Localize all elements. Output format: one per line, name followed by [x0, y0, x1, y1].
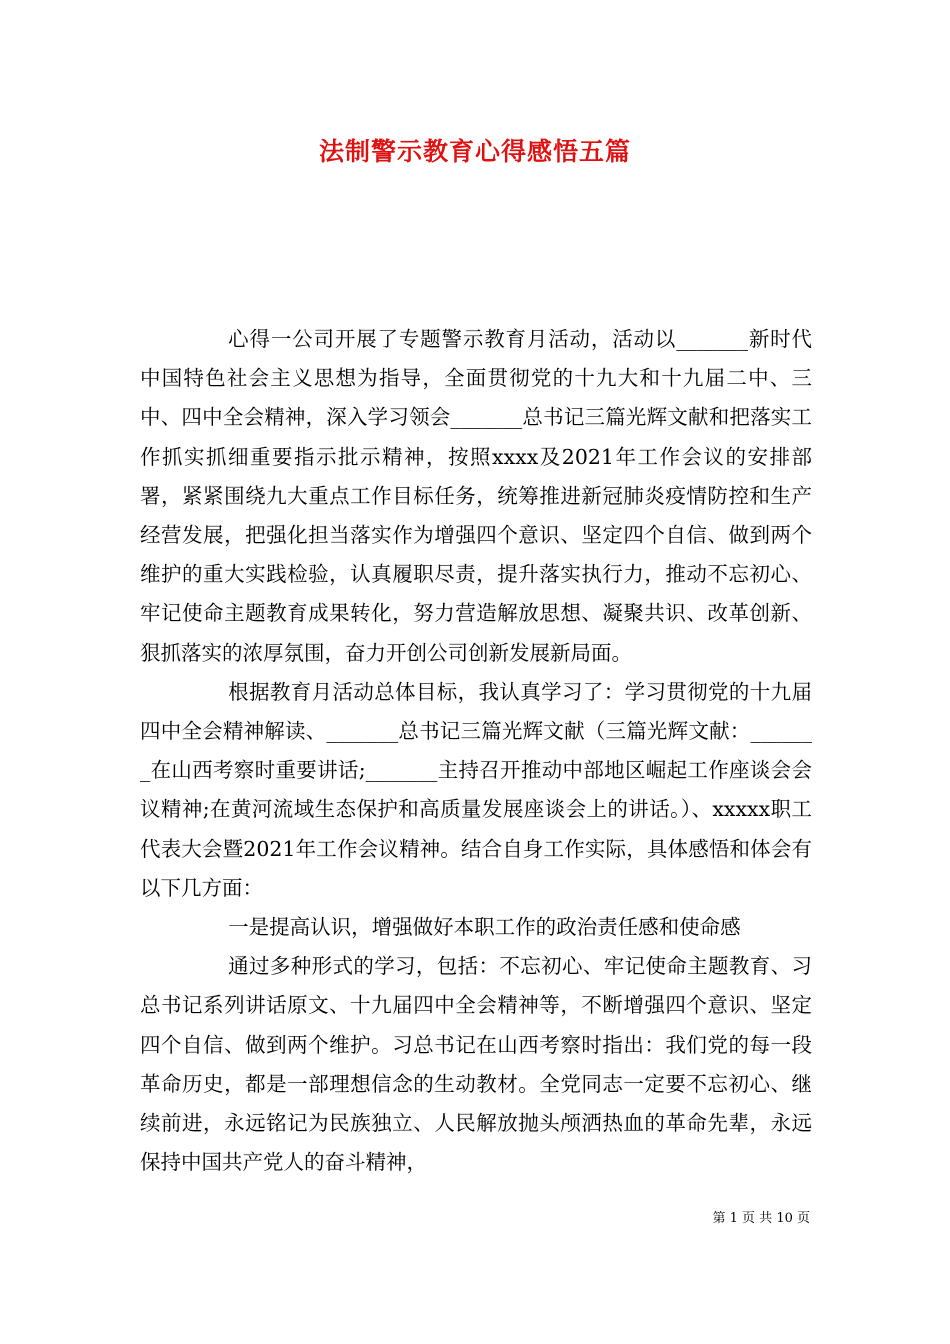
- document-title: 法制警示教育心得感悟五篇: [318, 137, 631, 166]
- paragraph-4: 通过多种形式的学习，包括：不忘初心、牢记使命主题教育、习总书记系列讲话原文、十九届四中全会精神等，不断增强四个意识、坚定四个自信、做到两个维护。习总书记在山西考察时指出：我们党的每一段革命历史，都是一部理想信念的生动教材。全党同志一定要不忘初心、继续前进，永远铭记为民族独立、人民解放抛头颅洒热血的革命先辈，永远保持中国共产党人的奋斗精神，: [140, 954, 812, 1175]
- paragraph-2: 根据教育月活动总体目标，我认真学习了：学习贯彻党的十九届四中全会精神解读、_______总书记三篇光辉文献（三篇光辉文献：_______在山西考察时重要讲话;_______主持召开推动中部地区崛起工作座谈会会议精神;在黄河流域生态保护和高质量发展座谈会上的讲话。）、xxxxx职工代表大会暨2021年工作会议精神。结合自身工作实际，具体感悟和体会有以下几方面：: [140, 679, 812, 900]
- document-body: [140, 320, 812, 1182]
- paragraph-1: 心得一公司开展了专题警示教育月活动，活动以_______新时代中国特色社会主义思想为指导，全面贯彻党的十九大和十九届二中、三中、四中全会精神，深入学习领会_______总书记三篇光辉文献和把落实工作抓实抓细重要指示批示精神，按照xxxx及2021年工作会议的安排部署，紧紧围绕九大重点工作目标任务，统筹推进新冠肺炎疫情防控和生产经营发展，把强化担当落实作为增强四个意识、坚定四个自信、做到两个维护的重大实践检验，认真履职尽责，提升落实执行力，推动不忘初心、牢记使命主题教育成果转化，努力营造解放思想、凝聚共识、改革创新、狠抓落实的浓厚氛围，奋力开创公司创新发展新局面。: [140, 327, 812, 665]
- page-number-footer: 第 1 页 共 10 页: [712, 1211, 810, 1226]
- paragraph-3-heading: 一是提高认识，增强做好本职工作的政治责任感和使命感: [228, 915, 741, 940]
